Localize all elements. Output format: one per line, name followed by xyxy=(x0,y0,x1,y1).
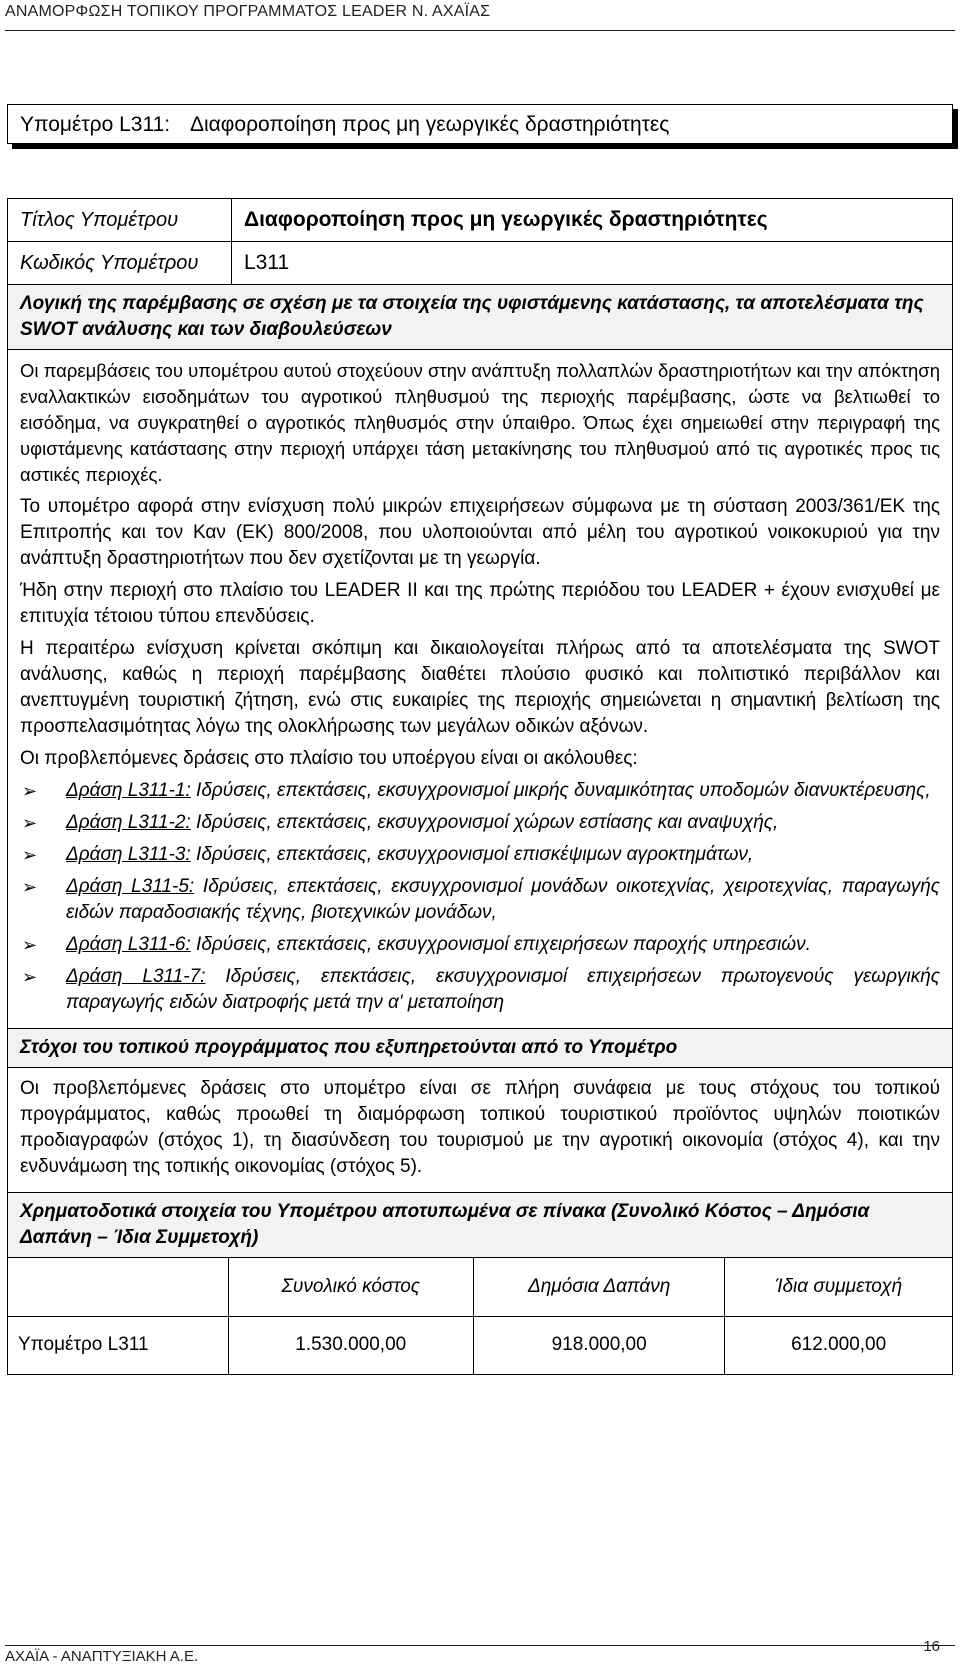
page-number: 16 xyxy=(923,1638,940,1655)
arrow-bullet-icon: ➢ xyxy=(22,845,38,865)
title-value: Διαφοροποίηση προς μη γεωργικές δραστηριότητες xyxy=(232,199,953,242)
paragraph: Το υπομέτρο αφορά στην ενίσχυση πολύ μικρών επιχειρήσεων σύμφωνα με τη σύσταση 2003/361/ΕΚ της Επιτροπής και τον Καν (ΕΚ) 800/2008, που υλοποιούνται από μέλη του αγροτικού νοικοκυριού για την ανάπτυξη δραστηριοτήτων που δεν σχετίζονται με τη γεωργία. xyxy=(20,496,940,569)
measure-table xyxy=(7,198,953,1375)
rationale-heading: Λογική της παρέμβασης σε σχέση με τα στοιχεία της υφιστάμενης κατάστασης, τα αποτελέσματα της SWOT ανάλυσης και των διαβουλεύσεων xyxy=(8,285,953,350)
finance-heading: Χρηματοδοτικά στοιχεία του Υπομέτρου αποτυπωμένα σε πίνακα (Συνολικό Κόστος – Δημόσια Δαπάνη – Ίδια Συμμετοχή) xyxy=(8,1193,953,1258)
finance-cell xyxy=(8,1258,953,1375)
paragraph: Οι παρεμβάσεις του υπομέτρου αυτού στοχεύουν στην ανάπτυξη πολλαπλών δραστηριοτήτων και την απόκτηση εναλλακτικών εισοδημάτων του αγροτικού πληθυσμού της περιοχής παρέμβασης, ώστε να βελτιωθεί το εισόδημα, να συγκρατηθεί ο αγροτικός πληθυσμός στην ύπαιθρο. Όπως έχει σημειωθεί στην περιγραφή της υφιστάμενης κατάστασης στην περιοχή υπάρχει τάση μετακίνησης του πληθυσμού από τις αγροτικές προς τις αστικές περιοχές. xyxy=(20,360,940,485)
finance-row-label: Υπομέτρο L311 xyxy=(8,1316,228,1374)
measure-code: Υπομέτρο L311: xyxy=(20,113,171,136)
list-item: ➢ Δράση L311-1: Ιδρύσεις, επεκτάσεις, εκσυγχρονισμοί μικρής δυναμικότητας υποδομών διανυκτέρευσης, xyxy=(20,778,940,804)
finance-public-expenditure: 918.000,00 xyxy=(474,1316,725,1374)
arrow-bullet-icon: ➢ xyxy=(22,877,38,897)
paragraph: Οι προβλεπόμενες δράσεις στο πλαίσιο του υποέργου είναι οι ακόλουθες: xyxy=(20,748,638,769)
list-item: ➢ Δράση L311-5: Ιδρύσεις, επεκτάσεις, εκσυγχρονισμοί μονάδων οικοτεχνίας, χειροτεχνίας, παραγωγής ειδών παραδοσιακής τέχνης, βιοτεχνικών μονάδων, xyxy=(22,876,940,923)
actions-list xyxy=(20,778,940,1016)
finance-corner xyxy=(8,1258,228,1316)
footer-company: ΑΧΑΪΑ - ΑΝΑΠΤΥΞΙΑΚΗ Α.Ε. xyxy=(5,1648,199,1665)
finance-header: Συνολικό κόστος xyxy=(228,1258,474,1316)
measure-title-box xyxy=(7,104,953,144)
title-label: Τίτλος Υπομέτρου xyxy=(8,199,232,242)
code-label: Κωδικός Υπομέτρου xyxy=(8,242,232,285)
rationale-body xyxy=(8,350,953,1029)
finance-table xyxy=(8,1258,952,1374)
footer-divider xyxy=(5,1645,955,1646)
paragraph: Ήδη στην περιοχή στο πλαίσιο του LEADER II και της πρώτης περιόδου του LEADER + έχουν ενισχυθεί με επιτυχία τέτοιου τύπου επενδύσεις. xyxy=(20,580,940,627)
list-item: ➢ Δράση L311-6: Ιδρύσεις, επεκτάσεις, εκσυγχρονισμοί επιχειρήσεων παροχής υπηρεσιών. xyxy=(20,932,940,958)
list-item: ➢ Δράση L311-7: Ιδρύσεις, επεκτάσεις, εκσυγχρονισμοί επιχειρήσεων πρωτογενούς γεωργικής παραγωγής ειδών διατροφής μετά την α' μεταποίηση xyxy=(22,966,940,1013)
list-item: ➢ Δράση L311-2: Ιδρύσεις, επεκτάσεις, εκσυγχρονισμοί χώρων εστίασης και αναψυχής, xyxy=(20,810,940,836)
finance-header: Δημόσια Δαπάνη xyxy=(474,1258,725,1316)
code-value: L311 xyxy=(232,242,953,285)
table-row xyxy=(8,1316,952,1374)
arrow-bullet-icon: ➢ xyxy=(22,935,38,955)
arrow-bullet-icon: ➢ xyxy=(22,967,38,987)
paragraph: Η περαιτέρω ενίσχυση κρίνεται σκόπιμη και δικαιολογείται πλήρως από τα αποτελέσματα της SWOT ανάλυσης, καθώς η περιοχή παρέμβασης διαθέτει πλούσιο φυσικό και πολιτιστικό περιβάλλον και ανεπτυγμένη τουριστική ζήτηση, ενώ στις ευκαιρίες της περιοχής σημειώνεται η σημαντική βελτίωση της προσπελασιμότητας λόγω της ολοκλήρωσης των μεγάλων οδικών αξόνων. xyxy=(20,638,940,737)
arrow-bullet-icon: ➢ xyxy=(22,813,38,833)
goals-text: Οι προβλεπόμενες δράσεις στο υπομέτρο είναι σε πλήρη συνάφεια με τους στόχους του τοπικού προγράμματος, καθώς προωθεί τη διαμόρφωση τοπικού τουριστικού προϊόντος υψηλών ποιοτικών προδιαγραφών (στόχος 1), τη διασύνδεση του τουρισμού με την αγροτική οικονομία (στόχος 4), και την ενδυνάμωση της τοπικής οικονομίας (στόχος 5). xyxy=(20,1078,940,1177)
finance-own-contribution: 612.000,00 xyxy=(725,1316,952,1374)
finance-total-cost: 1.530.000,00 xyxy=(228,1316,474,1374)
finance-header: Ίδια συμμετοχή xyxy=(725,1258,952,1316)
list-item: ➢ Δράση L311-3: Ιδρύσεις, επεκτάσεις, εκσυγχρονισμοί επισκέψιμων αγροκτημάτων, xyxy=(20,842,940,868)
goals-body xyxy=(8,1068,953,1193)
measure-title: Διαφοροποίηση προς μη γεωργικές δραστηριότητες xyxy=(189,113,670,136)
header-divider xyxy=(5,30,955,31)
goals-heading: Στόχοι του τοπικού προγράμματος που εξυπηρετούνται από το Υπομέτρο xyxy=(8,1029,953,1068)
page-header-title: ΑΝΑΜΟΡΦΩΣΗ ΤΟΠΙΚΟΥ ΠΡΟΓΡΑΜΜΑΤΟΣ LEADER Ν. ΑΧΑΪΑΣ xyxy=(5,3,491,20)
arrow-bullet-icon: ➢ xyxy=(22,781,38,801)
